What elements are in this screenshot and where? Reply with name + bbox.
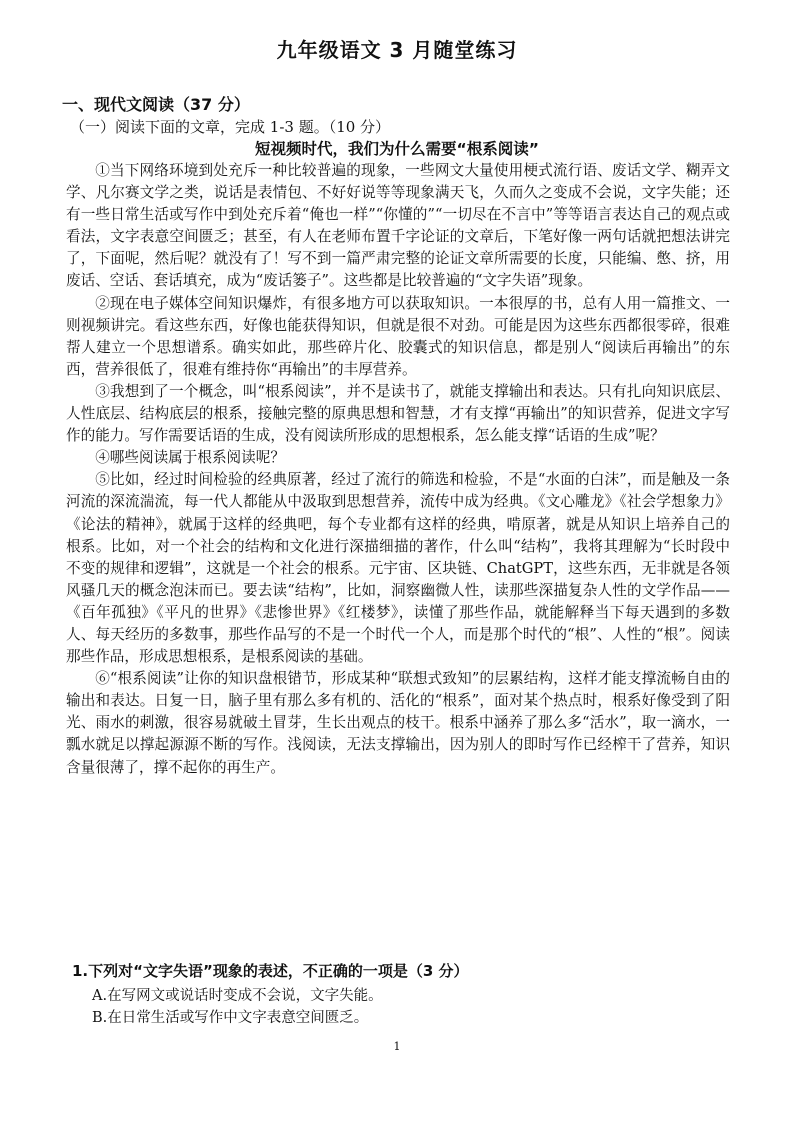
page-title: 九年级语文 3 月随堂练习	[276, 38, 518, 62]
option-b: B.在日常生活或写作中文字表意空间匮乏。	[92, 1010, 369, 1026]
paragraph-1: ①当下网络环境到处充斥一种比较普遍的现象，一些网文大量使用梗式流行语、废话文学、糊弄文学、凡尔赛文学之类，说话是表情包、不好好说等等现象满天飞，久而久之变成不会说，文字失能；还有一些日常生活或写作中到处充斥着“俺也一样”“你懂的”“一切尽在不言中”等等语言表达自己的观点或看法，文字表意空间匮乏；甚至，有人在老师布置千字论证的文章后，下笔好像一两句话就把想法讲完了，下面呢，然后呢？就没有了！写不到一篇严肃完整的论证文章所需要的长度，只能编、憋、挤，用废话、空话、套话填充，成为“废话篓子”。这些都是比较普遍的“文字失语”现象。	[66, 162, 730, 290]
paragraph-3: ③我想到了一个概念，叫“根系阅读”，并不是读书了，就能支撑输出和表达。只有扎向知识底层、人性底层、结构底层的根系，接触完整的原典思想和智慧，才有支撑“再输出”的知识营养，促进文字写作的能力。写作需要话语的生成，没有阅读所形成的思想根系，怎么能支撑“话语的生成”呢？	[66, 382, 730, 445]
reading-instruction: （一）阅读下面的文章，完成 1-3 题。（10 分）	[70, 118, 391, 136]
article-title: 短视频时代，我们为什么需要“根系阅读”	[255, 140, 539, 158]
page-number: 1	[393, 1040, 401, 1053]
question-1: 1.下列对“文字失语”现象的表述，不正确的一项是（3 分）	[72, 962, 469, 980]
paragraph-5: ⑤比如，经过时间检验的经典原著，经过了流行的筛选和检验，不是“水面的白沫”，而是触及一条河流的深流湍流，每一代人都能从中汲取到思想营养，流传中成为经典。《文心雕龙》《社会学想象力》《论法的精神》，就属于这样的经典吧，每个专业都有这样的经典，啃原著，就是从知识上培养自己的根系。比如，对一个社会的结构和文化进行深描细描的著作，什么叫“结构”，我将其理解为“长时段中不变的规律和逻辑”，这就是一个社会的根系。元宇宙、区块链、ChatGPT，这些东西，无非就是各领风骚几天的概念泡沫而已。要去读“结构”，比如，洞察幽微人性，读那些深描复杂人性的文学作品——《百年孤独》《平凡的世界》《悲惨世界》《红楼梦》，读懂了那些作品，就能解释当下每天遇到的多数人、每天经历的多数事，那些作品写的不是一个时代一个人，而是那个时代的“根”、人性的“根”。阅读那些作品，形成思想根系，是根系阅读的基础。	[66, 471, 730, 666]
section-heading: 一、现代文阅读（37 分）	[62, 95, 250, 114]
paragraph-2: ②现在电子媒体空间知识爆炸，有很多地方可以获取知识。一本很厚的书，总有人用一篇推文、一则视频讲完。看这些东西，好像也能获得知识，但就是很不对劲。可能是因为这些东西都很零碎，很难帮人建立一个思想谱系。确实如此，那些碎片化、胶囊式的知识信息，都是别人“阅读后再输出”的东西，营养很低了，很难有维持你“再输出”的丰厚营养。	[66, 294, 730, 378]
option-a: A.在写网文或说话时变成不会说，文字失能。	[92, 988, 383, 1004]
article-body	[66, 160, 730, 779]
paragraph-6: ⑥“根系阅读”让你的知识盘根错节，形成某种“联想式致知”的层累结构，这样才能支撑流畅自由的输出和表达。日复一日，脑子里有那么多有机的、活化的“根系”，面对某个热点时，根系好像受到了阳光、雨水的刺激，很容易就破土冒芽，生长出观点的枝干。根系中涵养了那么多“活水”，取一滴水，一瓢水就足以撑起源源不断的写作。浅阅读，无法支撑输出，因为别人的即时写作已经榨干了营养，知识含量很薄了，撑不起你的再生产。	[66, 670, 730, 776]
paragraph-4: ④哪些阅读属于根系阅读呢？	[95, 449, 285, 467]
